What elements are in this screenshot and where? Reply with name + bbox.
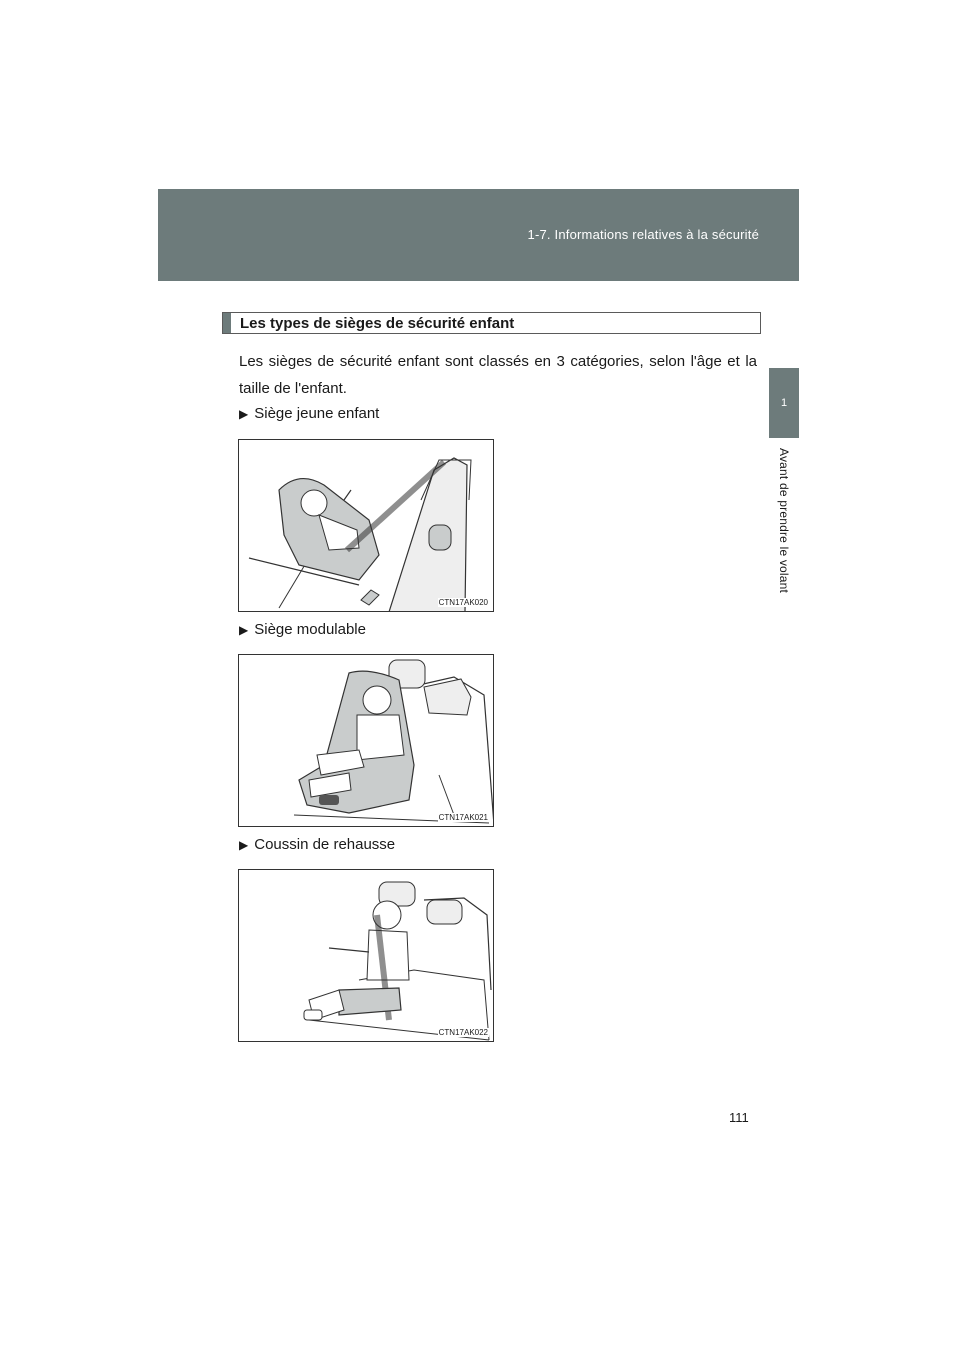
item-label: Coussin de rehausse [254, 836, 396, 853]
triangle-bullet-icon: ▶ [239, 837, 249, 852]
section-heading [222, 312, 761, 334]
convertible-seat-illustration [239, 655, 494, 827]
item-label: Siège jeune enfant [254, 405, 380, 422]
heading-bar [223, 313, 231, 333]
figure-convertible-seat [238, 654, 494, 827]
triangle-bullet-icon: ▶ [239, 406, 249, 421]
heading-text: Les types de sièges de sécurité enfant [240, 314, 515, 332]
figure-code: CTN17AK022 [438, 1028, 488, 1037]
list-item [239, 405, 379, 422]
section-title: 1-7. Informations relatives à la sécurité [527, 227, 759, 242]
figure-code: CTN17AK021 [438, 813, 488, 822]
infant-seat-illustration [239, 440, 494, 612]
item-label: Siège modulable [254, 621, 366, 638]
list-item [239, 836, 395, 853]
figure-booster-cushion [238, 869, 494, 1042]
intro-paragraph: Les sièges de sécurité enfant sont classés en 3 catégories, selon l'âge et la taille de l'enfant. [239, 353, 757, 397]
page-number: 111 [729, 1110, 749, 1125]
booster-cushion-illustration [239, 870, 494, 1042]
header-band [158, 189, 799, 281]
chapter-tab: 1 [769, 368, 799, 438]
list-item [239, 621, 366, 638]
figure-code: CTN17AK020 [438, 598, 488, 607]
triangle-bullet-icon: ▶ [239, 622, 249, 637]
figure-infant-seat [238, 439, 494, 612]
chapter-label: Avant de prendre le volant [777, 448, 791, 594]
